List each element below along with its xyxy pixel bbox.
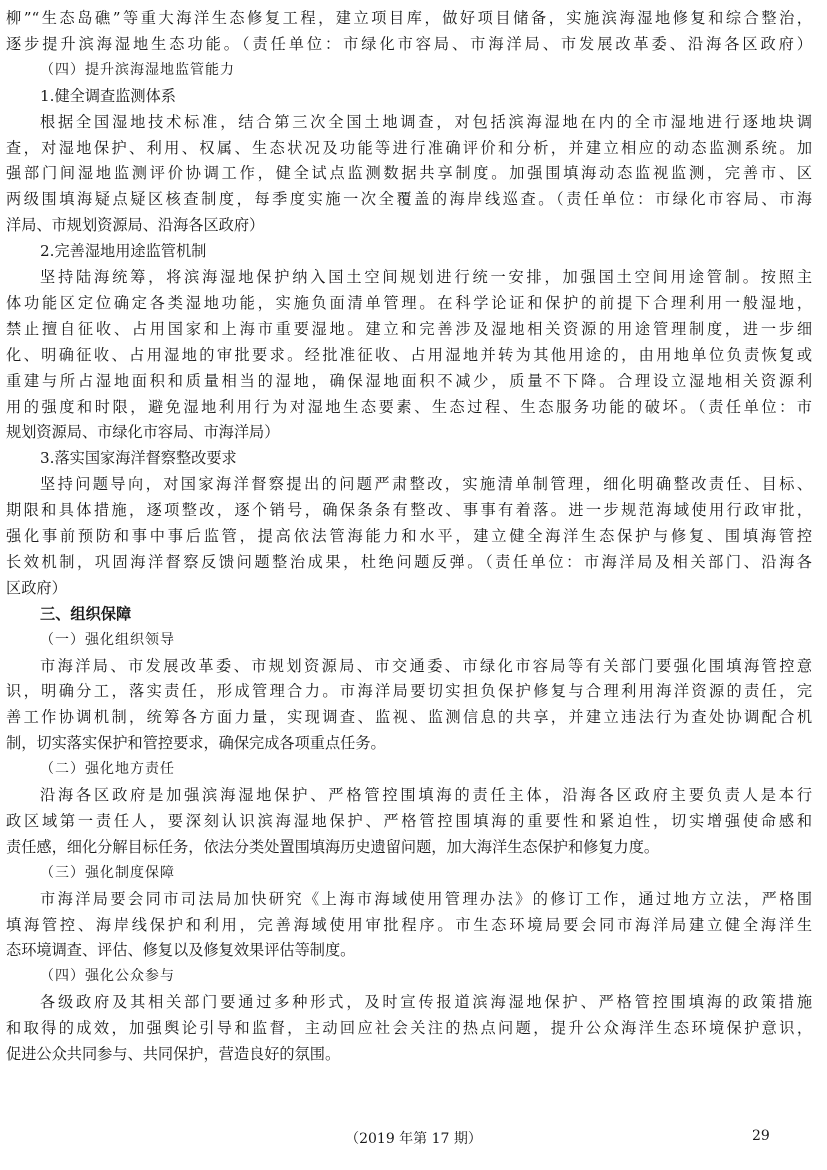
paragraph-line: 逐步提升滨海湿地生态功能。（责任单位：市绿化市容局、市海洋局、市发展改革委、沿海各区政府） — [6, 34, 812, 53]
section-heading: 1.健全调查监测体系 — [40, 86, 176, 105]
section-heading: （一）强化组织领导 — [40, 631, 175, 648]
paragraph-line: 和取得的成效，加强舆论引导和监督，主动回应社会关注的热点问题，提升公众海洋生态环境保护意识， — [6, 1019, 812, 1038]
paragraph-line: 沿海各区政府是加强滨海湿地保护、严格管控围填海的责任主体，沿海各区政府主要负责人是本行 — [40, 786, 812, 804]
paragraph-line: 强部门间湿地监测评价协调工作，健全试点监测数据共享制度。加强围填海动态监视监测，完善市、区 — [6, 164, 812, 183]
paragraph-line: 重建与所占湿地面积和质量相当的湿地，确保湿地面积不减少，质量不下降。合理设立湿地相关资源利 — [6, 371, 812, 390]
paragraph-line: 化、明确征收、占用湿地的审批要求。经批准征收、占用湿地并转为其他用途的，由用地单位负责恢复或 — [6, 345, 812, 364]
paragraph-line: 促进公众共同参与、共同保护，营造良好的氛围。 — [6, 1045, 341, 1063]
paragraph-line: 根据全国湿地技术标准，结合第三次全国土地调查，对包括滨海湿地在内的全市湿地进行逐地块调 — [40, 112, 812, 131]
paragraph-line: 责任感，细化分解目标任务，依法分类处置围填海历史遗留问题，加大海洋生态保护和修复力度。 — [6, 837, 660, 856]
paragraph-line: 市海洋局、市发展改革委、市规划资源局、市交通委、市绿化市容局等有关部门要强化围填海管控意 — [40, 656, 812, 675]
paragraph-line: 强化事前预防和事中事后监管，提高依法管海能力和水平，建立健全海洋生态保护与修复、围填海管控 — [6, 527, 812, 545]
issue-label: （2019 年第 17 期） — [345, 1131, 482, 1147]
paragraph-line: 区政府） — [6, 578, 67, 597]
paragraph-line: 各级政府及其相关部门要通过多种形式，及时宣传报道滨海湿地保护、严格管控围填海的政策措施 — [40, 993, 812, 1012]
paragraph-line: 查，对湿地保护、利用、权属、生态状况及功能等进行准确评价和分析，并建立相应的动态监测系统。加 — [6, 138, 812, 157]
paragraph-line: 坚持问题导向，对国家海洋督察提出的问题严肃整改，实施清单制管理，细化明确整改责任、目标、 — [40, 475, 812, 494]
paragraph-line: 规划资源局、市绿化市容局、市海洋局） — [6, 423, 280, 442]
paragraph-line: 用的强度和时限，避免湿地利用行为对湿地生态要素、生态过程、生态服务功能的破坏。（责任单位：市 — [6, 397, 812, 416]
paragraph-line: 坚持陆海统筹，将滨海湿地保护纳入国土空间规划进行统一安排，加强国土空间用途管制。按照主 — [40, 268, 812, 286]
section-heading: （四）提升滨海湿地监管能力 — [40, 61, 235, 78]
paragraph-line: 善工作协调机制，统筹各方面力量，实现调查、监视、监测信息的共享，并建立违法行为查处协调配合机 — [6, 708, 812, 727]
paragraph-line: 识，明确分工，落实责任，形成管理合力。市海洋局要切实担负保护修复与合理利用海洋资源的责任，完 — [6, 682, 812, 701]
paragraph-line: 政区域第一责任人，要深刻认识滨海湿地保护、严格管控围填海的重要性和紧迫性，切实增强使命感和 — [6, 811, 812, 830]
section-heading: （二）强化地方责任 — [40, 761, 175, 778]
paragraph-line: 两级围填海疑点疑区核查制度，每季度实施一次全覆盖的海岸线巡查。（责任单位：市绿化市容局、市海 — [6, 190, 812, 209]
paragraph-line: 态环境调查、评估、修复以及修复效果评估等制度。 — [6, 941, 356, 960]
paragraph-line: 洋局、市规划资源局、沿海各区政府） — [6, 216, 265, 235]
section-heading: 2.完善湿地用途监管机制 — [40, 242, 207, 261]
section-heading: 三、组织保障 — [40, 604, 132, 623]
paragraph-line: 市海洋局要会同市司法局加快研究《上海市海域使用管理办法》的修订工作，通过地方立法，严格围 — [40, 889, 812, 908]
paragraph-line: 禁止擅自征收、占用国家和上海市重要湿地。建立和完善涉及湿地相关资源的用途管理制度，进一步细 — [6, 319, 812, 338]
paragraph-line: 期限和具体措施，逐项整改，逐个销号，确保条条有整改、事事有着落。进一步规范海域使用行政审批， — [6, 501, 812, 520]
page-number: 29 — [752, 1128, 770, 1144]
paragraph-line: 柳”“生态岛礁”等重大海洋生态修复工程，建立项目库，做好项目储备，实施滨海湿地修复和综合整治， — [6, 9, 812, 27]
paragraph-line: 制，切实落实保护和管控要求，确保完成各项重点任务。 — [6, 734, 386, 753]
section-heading: （四）强化公众参与 — [40, 968, 175, 985]
paragraph-line: 填海管控、海岸线保护和利用，完善海域使用审批程序。市生态环境局要会同市海洋局建立健全海洋生 — [6, 915, 812, 934]
section-heading: 3.落实国家海洋督察整改要求 — [40, 449, 237, 468]
paragraph-line: 体功能区定位确定各类湿地功能，实施负面清单管理。在科学论证和保护的前提下合理利用一般湿地， — [6, 293, 812, 312]
paragraph-line: 长效机制，巩固海洋督察反馈问题整治成果，杜绝问题反弹。（责任单位：市海洋局及相关部门、沿海各 — [6, 552, 812, 571]
section-heading: （三）强化制度保障 — [40, 864, 175, 881]
